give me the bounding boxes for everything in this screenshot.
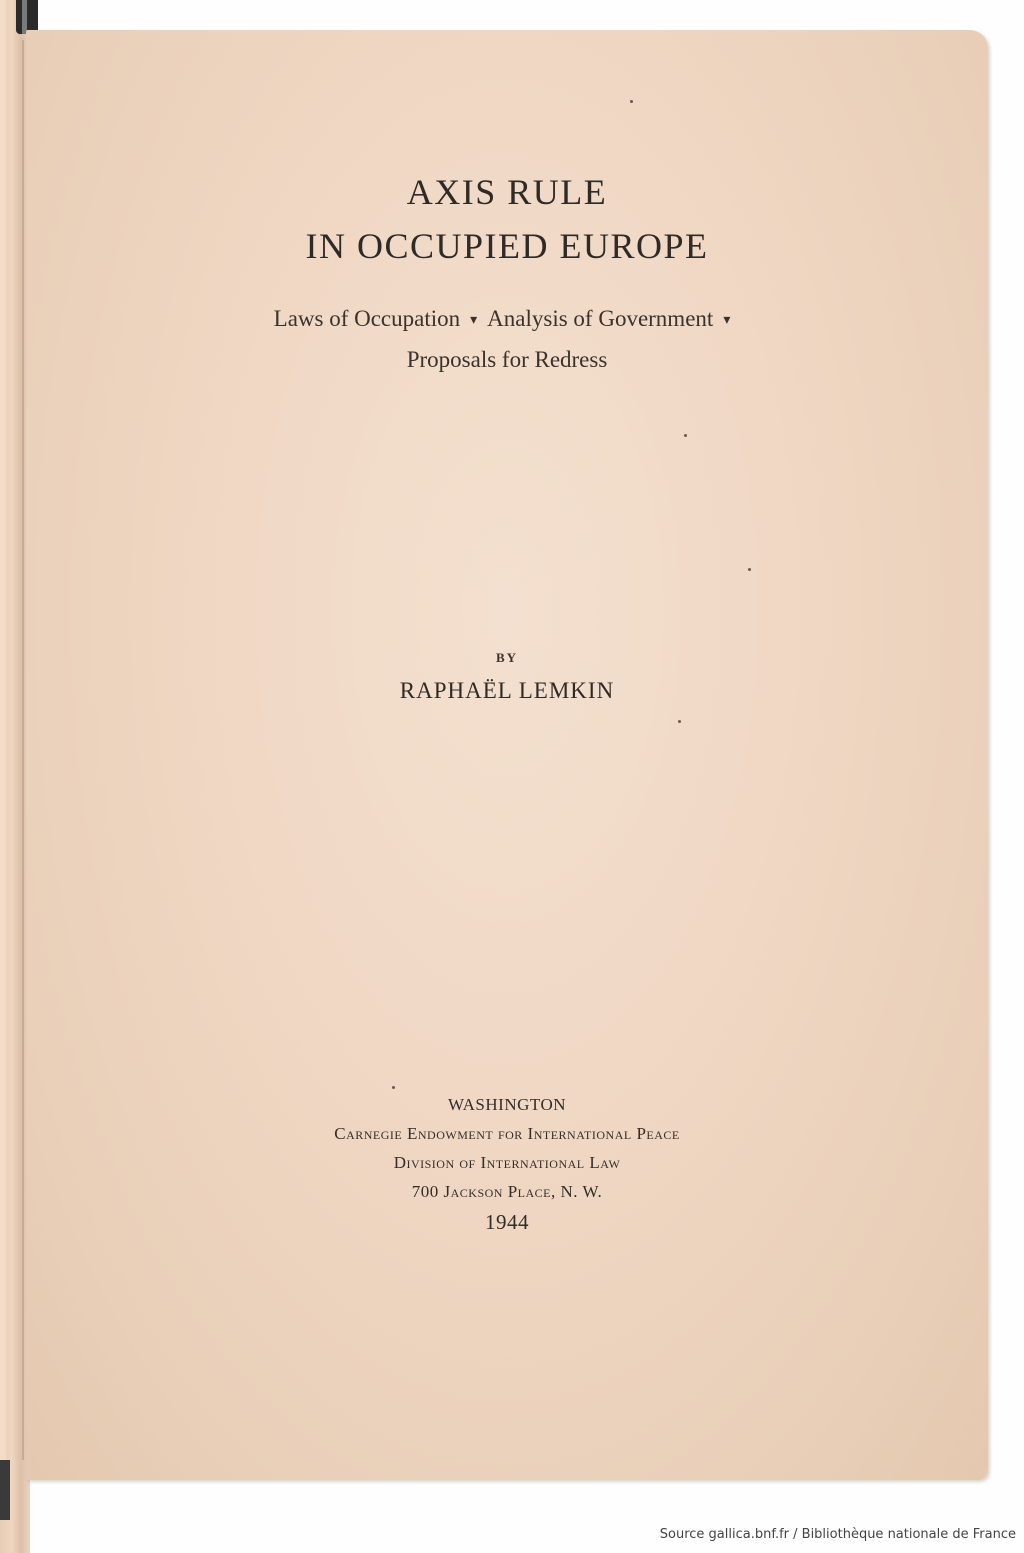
author-name: RAPHAËL LEMKIN	[399, 678, 615, 703]
binding-clip	[16, 0, 38, 34]
imprint-city: WASHINGTON	[447, 1095, 566, 1114]
imprint-address: 700 Jackson Place, N. W.	[411, 1182, 603, 1201]
imprint-year: 1944	[485, 1210, 529, 1234]
imprint-division: Division of International Law	[393, 1153, 621, 1172]
title-line-1: AXIS RULE	[406, 172, 608, 212]
title-page	[26, 30, 988, 1480]
book-title	[26, 165, 988, 273]
subtitle-line-1	[26, 300, 988, 341]
title-line-2: IN OCCUPIED EUROPE	[305, 226, 709, 266]
source-credit: Source gallica.bnf.fr / Bibliothèque nationale de France	[659, 1527, 1016, 1542]
paper-speck	[392, 1086, 395, 1089]
paper-speck	[748, 568, 751, 571]
paper-speck	[678, 720, 681, 723]
imprint	[26, 1090, 988, 1237]
separator-ornament: ▾	[723, 313, 731, 328]
subtitle-part-proposals: Proposals for Redress	[406, 347, 608, 372]
spine-fold	[22, 40, 24, 1460]
imprint-publisher: Carnegie Endowment for International Peace	[334, 1124, 680, 1143]
spine-bottom-edge	[0, 1460, 10, 1520]
paper-speck	[684, 434, 687, 437]
paper-speck	[630, 100, 633, 103]
spine-edge	[0, 0, 6, 1460]
separator-ornament: ▾	[470, 313, 478, 328]
subtitle-part-laws: Laws of Occupation	[273, 306, 461, 331]
by-label: BY	[495, 650, 519, 665]
book-subtitle	[26, 300, 988, 378]
subtitle-part-analysis: Analysis of Government	[487, 306, 714, 331]
